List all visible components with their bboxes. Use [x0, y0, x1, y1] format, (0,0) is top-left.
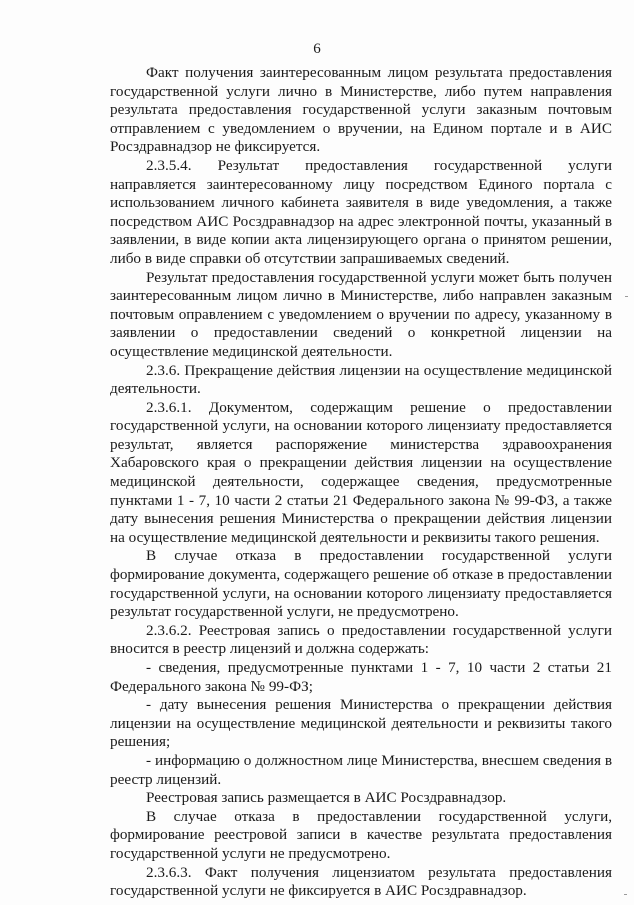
paragraph-2-3-6-3: 2.3.6.3. Факт получения лицензиатом результата предоставления государственной услуги не фиксируется в АИС Росздравнадзор.: [110, 863, 612, 900]
page-number: 6: [313, 41, 321, 57]
paragraph-2-3-6-2: 2.3.6.2. Реестровая запись о предоставлении государственной услуги вносится в реестр лицензий и должна содержать:: [110, 621, 612, 658]
paragraph-refusal-document: В случае отказа в предоставлении государственной услуги формирование документа, содержащего решение об отказе в предоставлении государственной услуги, на основании которого лицензиату предоставляется результат государственной услуги, не предусмотрено.: [110, 547, 612, 621]
paragraph-refusal-registry: В случае отказа в предоставлении государственной услуги, формирование реестровой записи в качестве результата предоставления государственной услуги не предусмотрено.: [110, 807, 612, 862]
paragraph-result-delivery: Результат предоставления государственной услуги может быть получен заинтересованным лицом лично в Министерстве, либо направлен заказным почтовым оправлением с уведомлением о вручении по адресу, указанному в заявлении о предоставлении сведений о конкретной лицензии на осуществление медицинской деятельности.: [110, 268, 612, 360]
list-item-details: - сведения, предусмотренные пунктами 1 - 7, 10 части 2 статьи 21 Федерального закона № 99-ФЗ;: [110, 659, 612, 695]
paragraph-fact-of-receipt: Факт получения заинтересованным лицом результата предоставления государственной услуги лично в Министерстве, либо путем направления результата предоставления государственной услуги заказным почтовым отправлением с уведомлением о вручении, на Едином портале и в АИС Росздравнадзор не фиксируется.: [110, 64, 612, 156]
scan-mark: [625, 296, 628, 297]
paragraph-2-3-6-1: 2.3.6.1. Документом, содержащим решение о предоставлении государственной услуги, на основании которого лицензиату предоставляется результат, является распоряжение министерства здравоохранения Хабаровского края о прекращении действия лицензии на осуществление медицинской деятельности, содержащее сведения, предусмотренные пунктами 1 - 7, 10 части 2 статьи 21 Федерального закона № 99-ФЗ, а также дату вынесения решения Министерства о прекращении действия лицензии на осуществление медицинской деятельности и реквизиты такого решения.: [110, 398, 612, 546]
paragraph-registry-record: Реестровая запись размещается в АИС Росздравнадзор.: [146, 789, 507, 807]
document-body: [110, 64, 612, 901]
paragraph-2-3-6: 2.3.6. Прекращение действия лицензии на осуществление медицинской деятельности.: [110, 361, 612, 398]
list-item-official-info: - информацию о должностном лице Министерства, внесшем сведения в реестр лицензий.: [110, 751, 612, 788]
scan-mark: [624, 894, 627, 895]
paragraph-2-3-5-4: 2.3.5.4. Результат предоставления государственной услуги направляется заинтересованному лицу посредством Единого портала с использованием личного кабинета заявителя в виде уведомления, а также посредством АИС Росздравнадзор на адрес электронной почты, указанный в заявлении, в виде копии акта лицензирующего органа о принятом решении, либо в виде справки об отсутствии запрашиваемых сведений.: [110, 156, 612, 267]
list-item-decision-date: - дату вынесения решения Министерства о прекращении действия лицензии на осуществление медицинской деятельности и реквизиты такого решения;: [110, 696, 612, 751]
